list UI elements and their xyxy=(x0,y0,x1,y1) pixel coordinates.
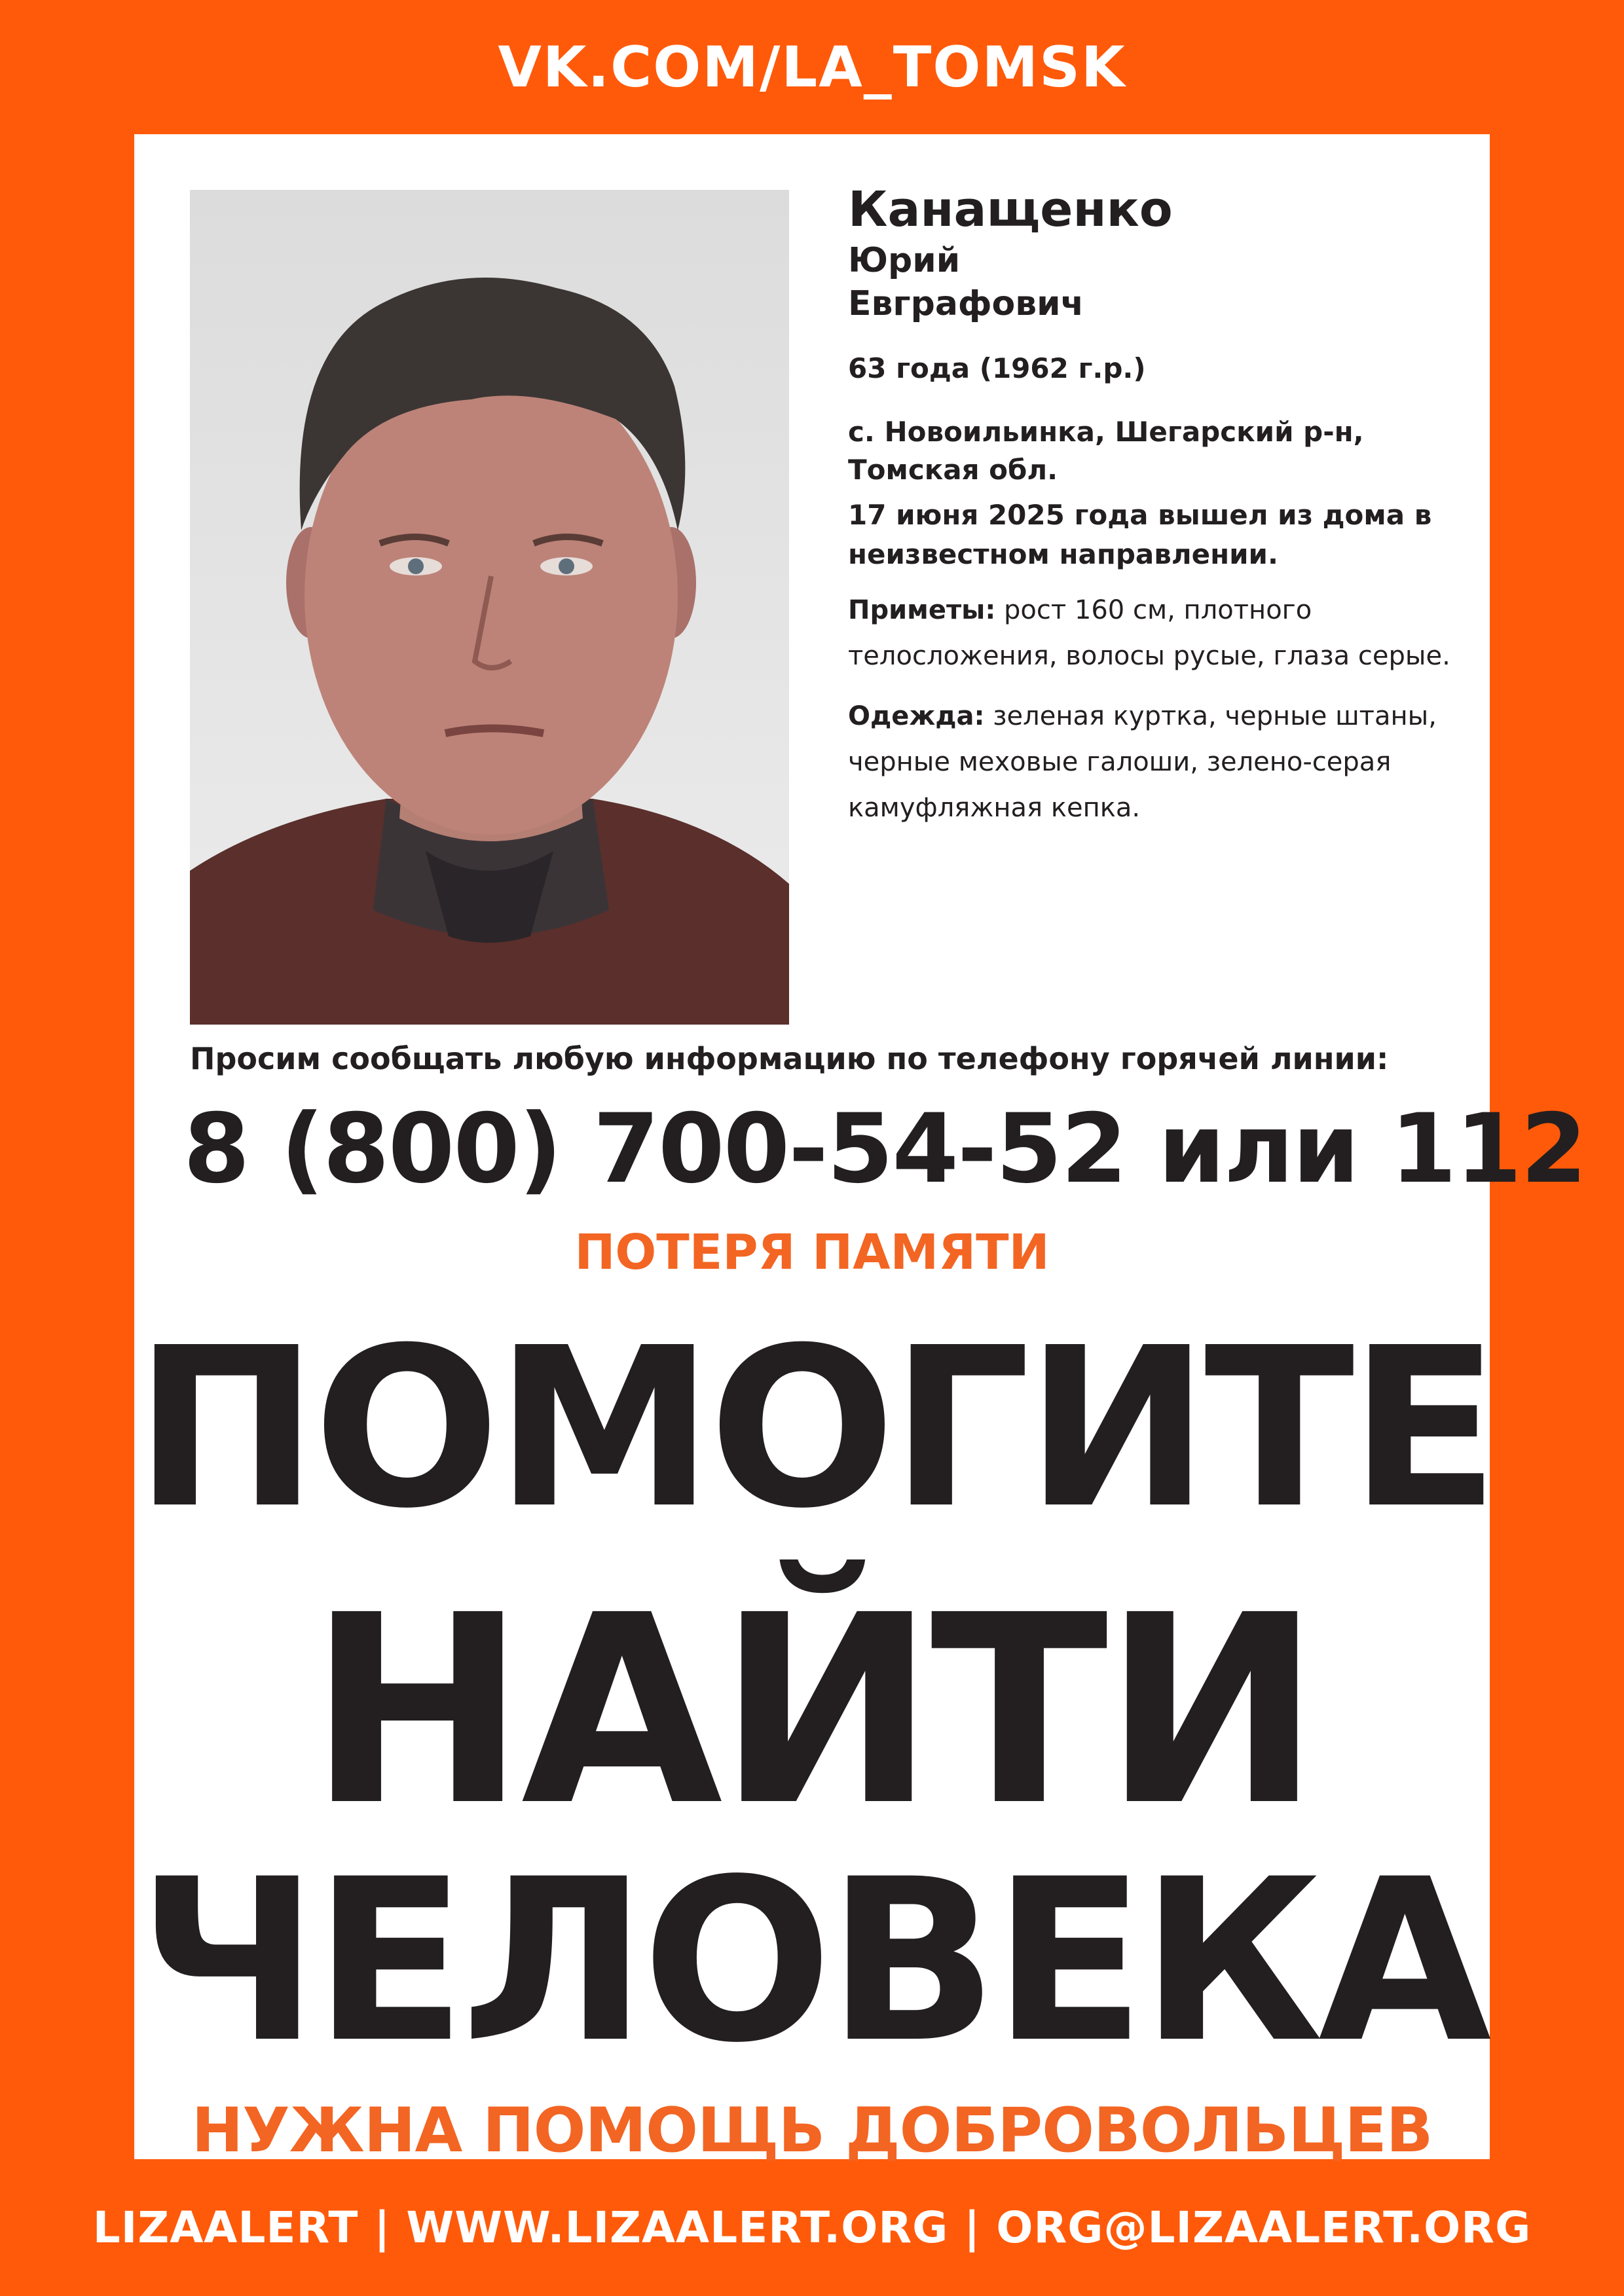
contact-request: Просим сообщать любую информацию по телефону горячей линии: xyxy=(190,1041,1389,1076)
person-event: 17 июня 2025 года вышел из дома в неизвестном направлении. xyxy=(848,499,1432,570)
person-patronymic: Евграфович xyxy=(848,284,1084,323)
headline-line-2: НАЙТИ xyxy=(308,1559,1316,1863)
person-first-name: Юрий xyxy=(848,241,961,280)
header-link[interactable]: VK.COM/LA_TOMSK xyxy=(498,34,1126,100)
footer-links[interactable]: LIZAALERT | WWW.LIZAALERT.ORG | ORG@LIZAALERT.ORG xyxy=(92,2202,1532,2253)
person-place: с. Новоильинка, Шегарский р-н, Томская обл. xyxy=(848,416,1364,486)
person-clothes xyxy=(848,693,1477,831)
hotline-phone[interactable]: 8 (800) 700-54-52 или 112 xyxy=(183,1093,1586,1205)
person-info xyxy=(848,180,1477,831)
clothes-label: Одежда: xyxy=(848,701,985,731)
signs-text: рост 160 см, плотного телосложения, волосы русые, глаза серые. xyxy=(848,595,1450,671)
poster-panel xyxy=(134,134,1586,2166)
person-photo xyxy=(190,190,789,1025)
person-age: 63 года (1962 г.р.) xyxy=(848,352,1146,384)
clothes-text: зеленая куртка, черные штаны, черные меховые галоши, зелено-серая камуфляжная кепка. xyxy=(848,701,1437,823)
headline-line-1: ПОМОГИТЕ xyxy=(134,1301,1494,1557)
volunteers-needed: НУЖНА ПОМОЩЬ ДОБРОВОЛЬЦЕВ xyxy=(191,2095,1433,2166)
signs-label: Приметы: xyxy=(848,595,996,625)
person-surname: Канащенко xyxy=(848,181,1173,238)
person-signs xyxy=(848,587,1477,679)
headline-line-3: ЧЕЛОВЕКА xyxy=(138,1831,1486,2092)
memory-loss-note: ПОТЕРЯ ПАМЯТИ xyxy=(574,1224,1050,1281)
